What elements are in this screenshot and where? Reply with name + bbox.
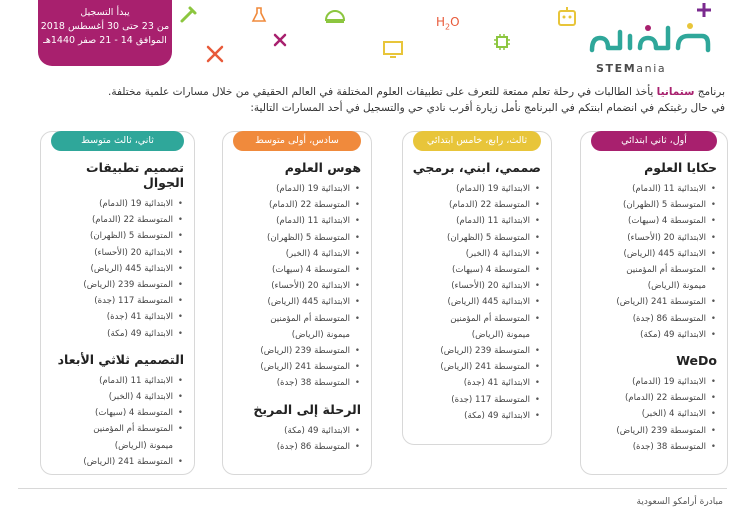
intro-paragraph-2: في حال رغبتكم في انضمام ابنتكم في البرنامج نأمل زيارة أقرب نادي حي والتسجيل في أحد المسارات التالية:	[250, 102, 725, 114]
list-item: • المتوسطة 5 (الظهران)	[229, 230, 361, 246]
intro-brand: ستمانيا	[656, 86, 695, 98]
stemania-logo	[586, 18, 716, 74]
list-item-continued: ميمونة (الرياض)	[471, 329, 530, 340]
flask-icon	[250, 6, 268, 24]
list-item: • الابتدائية 4 (الخبر)	[229, 246, 361, 262]
intro-text	[25, 84, 725, 116]
track-card-grade-8-9	[40, 131, 195, 475]
school-list	[587, 181, 717, 343]
h2o-h: H	[436, 15, 446, 29]
list-item: • المتوسطة 38 (جدة)	[587, 439, 717, 455]
list-item: • الابتدائية 20 (الأحساء)	[587, 230, 717, 246]
list-item: • الابتدائية 4 (الخبر)	[47, 389, 184, 405]
list-item: • الابتدائية 49 (مكة)	[409, 408, 541, 424]
list-item: • الابتدائية 41 (جدة)	[409, 375, 541, 391]
list-item: • المتوسطة 5 (الظهران)	[587, 197, 717, 213]
list-item: • المتوسطة 4 (سيهات)	[47, 405, 184, 421]
list-item: • المتوسطة 86 (جدة)	[229, 439, 361, 455]
card-body	[409, 160, 541, 424]
list-item: • الابتدائية 49 (مكة)	[587, 327, 717, 343]
track-title: حكايا العلوم	[644, 160, 717, 175]
school-list	[229, 423, 361, 455]
list-item: • الابتدائية 20 (الأحساء)	[229, 278, 361, 294]
list-item: • المتوسطة 22 (الدمام)	[229, 197, 361, 213]
list-item: • المتوسطة 239 (الرياض)	[587, 423, 717, 439]
list-item: • المتوسطة 4 (سيهات)	[409, 262, 541, 278]
school-list	[229, 181, 361, 392]
list-item: • الابتدائية 49 (مكة)	[229, 423, 361, 439]
list-item: • الابتدائية 11 (الدمام)	[229, 213, 361, 229]
list-item: • المتوسطة 4 (سيهات)	[229, 262, 361, 278]
card-header: أول، ثاني ابتدائي	[591, 131, 717, 151]
list-item: • الابتدائية 49 (مكة)	[47, 326, 184, 342]
list-item: • الابتدائية 19 (الدمام)	[409, 181, 541, 197]
list-item: • الابتدائية 445 (الرياض)	[409, 294, 541, 310]
list-item: • المتوسطة 239 (الرياض)	[229, 343, 361, 359]
tools-icon	[205, 44, 225, 64]
track-card-grade-1-2	[580, 131, 728, 475]
list-item: • المتوسطة 5 (الظهران)	[47, 228, 184, 244]
list-item: • المتوسطة 239 (الرياض)	[409, 343, 541, 359]
registration-badge	[38, 0, 172, 66]
list-item: • المتوسطة 241 (الرياض)	[587, 294, 717, 310]
list-item: • المتوسطة 241 (الرياض)	[409, 359, 541, 375]
dome-icon	[324, 4, 346, 24]
card-header: ثاني، ثالث متوسط	[51, 131, 184, 151]
list-item: • المتوسطة 241 (الرياض)	[229, 359, 361, 375]
list-item-continued: ميمونة (الرياض)	[291, 329, 350, 340]
list-item: • الابتدائية 445 (الرياض)	[587, 246, 717, 262]
track-title: صممي، ابني، برمجي	[412, 160, 541, 175]
track-card-grade-3-5	[402, 131, 552, 445]
plus-icon	[696, 2, 712, 18]
footer-text: مبادرة أرامكو السعودية	[636, 497, 723, 507]
intro-p1-start: برنامج	[694, 86, 725, 98]
card-body	[587, 160, 717, 455]
list-item: • المتوسطة 38 (جدة)	[229, 375, 361, 391]
list-item: • الابتدائية 41 (جدة)	[47, 309, 184, 325]
card-header: سادس، أولى متوسط	[233, 131, 361, 151]
h2o-sub: 2	[445, 22, 451, 32]
list-item: • المتوسطة 86 (جدة)	[587, 311, 717, 327]
track-card-grade-6-7	[222, 131, 372, 475]
list-item: • المتوسطة أم المؤمنين	[47, 421, 184, 437]
cross-icon	[272, 32, 288, 48]
card-body	[47, 160, 184, 470]
school-list	[47, 196, 184, 342]
list-item: • المتوسطة 5 (الظهران)	[409, 230, 541, 246]
list-item: • المتوسطة أم المؤمنين	[587, 262, 717, 278]
list-item: • المتوسطة أم المؤمنين	[409, 311, 541, 327]
list-item: • الابتدائية 19 (الدمام)	[47, 196, 184, 212]
track-title: التصميم ثلاثي الأبعاد	[57, 351, 184, 367]
h2o-icon	[436, 15, 460, 31]
registration-line-2: من 23 حتى 30 أغسطس 2018	[40, 21, 170, 32]
track-title: هوس العلوم	[284, 160, 361, 175]
list-item: • الابتدائية 20 (الأحساء)	[47, 245, 184, 261]
chip-icon	[492, 32, 512, 52]
list-item: • المتوسطة أم المؤمنين	[229, 311, 361, 327]
list-item-continued: ميمونة (الرياض)	[647, 281, 706, 292]
list-item: • المتوسطة 22 (الدمام)	[409, 197, 541, 213]
h2o-o: O	[450, 15, 460, 29]
monitor-icon	[382, 40, 404, 60]
list-item: • المتوسطة 22 (الدمام)	[587, 390, 717, 406]
logo-arabic-wordmark	[586, 18, 716, 58]
list-item: • المتوسطة 4 (سيهات)	[587, 213, 717, 229]
track-title: تصميم تطبيقات الجوال	[86, 160, 184, 190]
track-title: الرحلة إلى المريخ	[253, 401, 361, 417]
list-item: • الابتدائية 445 (الرياض)	[47, 261, 184, 277]
list-item: • الابتدائية 19 (الدمام)	[587, 374, 717, 390]
robot-icon	[556, 6, 578, 28]
list-item: • الابتدائية 11 (الدمام)	[409, 213, 541, 229]
list-item: • الابتدائية 20 (الأحساء)	[409, 278, 541, 294]
list-item: • الابتدائية 4 (الخبر)	[409, 246, 541, 262]
list-item: • الابتدائية 4 (الخبر)	[587, 406, 717, 422]
list-item: • الابتدائية 19 (الدمام)	[229, 181, 361, 197]
intro-paragraph-1	[25, 84, 725, 100]
registration-line-3: الموافق 14 - 21 صفر 1440هـ	[43, 35, 167, 46]
wrench-icon	[178, 5, 198, 25]
list-item: • المتوسطة 241 (الرياض)	[47, 454, 184, 470]
list-item: • الابتدائية 445 (الرياض)	[229, 294, 361, 310]
list-item: • الابتدائية 11 (الدمام)	[47, 373, 184, 389]
list-item: • المتوسطة 117 (جدة)	[47, 293, 184, 309]
list-item: • المتوسطة 22 (الدمام)	[47, 212, 184, 228]
track-title: WeDo	[676, 353, 717, 369]
school-list	[47, 373, 184, 470]
list-item: • المتوسطة 239 (الرياض)	[47, 277, 184, 293]
logo-latin-suffix: ania	[636, 62, 667, 75]
card-body	[229, 160, 361, 455]
intro-p1-end: يأخذ الطالبات في رحلة تعلم ممتعة للتعرف على تطبيقات العلوم المختلفة في العالم الحقيقي من خلال مسارات علمية مختلفة.	[108, 86, 657, 98]
registration-line-1: يبدأ التسجيل	[80, 7, 130, 18]
logo-latin-wordmark	[596, 62, 666, 75]
logo-latin-prefix: STEM	[596, 62, 637, 75]
list-item: • المتوسطة 117 (جدة)	[409, 392, 541, 408]
footer-divider	[18, 488, 727, 489]
list-item: • الابتدائية 11 (الدمام)	[587, 181, 717, 197]
list-item-continued: ميمونة (الرياض)	[114, 440, 173, 451]
school-list	[409, 181, 541, 424]
school-list	[587, 374, 717, 455]
card-header: ثالث، رابع، خامس ابتدائي	[413, 131, 541, 151]
